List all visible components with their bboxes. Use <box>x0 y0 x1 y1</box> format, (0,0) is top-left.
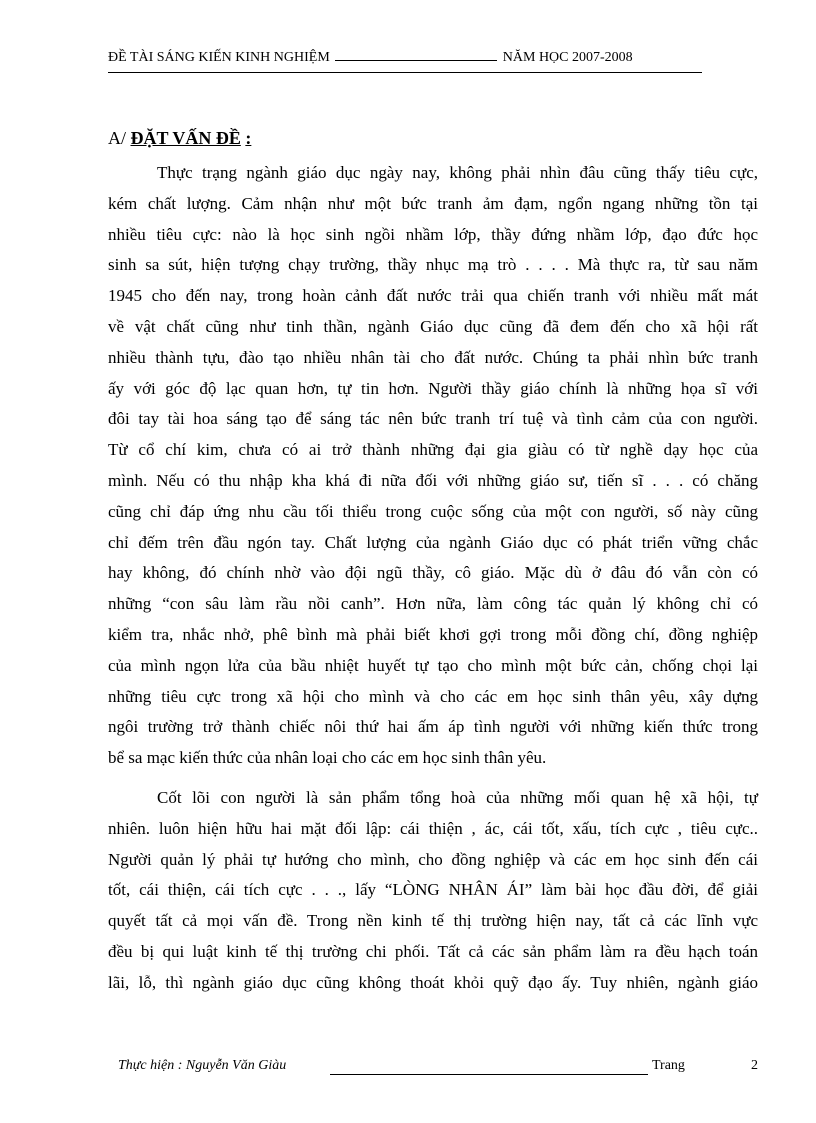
body-text <box>108 158 758 999</box>
text-line: sinh sa sút, hiện tượng chạy trường, thầy nhục mạ trò . . . . Mà thực ra, từ sau năm <box>108 255 758 275</box>
section-suffix: : <box>245 128 252 148</box>
text-line: kiểm tra, nhắc nhở, phê bình mà phải biết khơi gợi trong mỗi đồng chí, đồng nghiệp <box>108 624 758 644</box>
text-line: những “con sâu làm rầu nồi canh”. Hơn nữa, làm công tác quản lý không chỉ có <box>108 594 758 614</box>
paragraph-1 <box>108 158 758 774</box>
text-line: ngôi trường trở thành chiếc nôi thứ hai ấm áp tình người với những kiến thức trong <box>108 717 758 737</box>
header-school-year: NĂM HỌC 2007-2008 <box>502 50 633 65</box>
text-line: nhiên. luôn hiện hữu hai mặt đối lập: cái thiện , ác, cái tốt, xấu, tích cực , tiêu cực.. <box>108 818 758 838</box>
text-line: Người quản lý phải tự hướng cho mình, cho đồng nghiệp và các em học sinh đến cái <box>108 849 758 869</box>
text-line: chỉ đếm trên đầu ngón tay. Chất lượng của ngành Giáo dục có phát triển vững chắc <box>108 532 758 552</box>
text-line: cũng chỉ đáp ứng nhu cầu tối thiểu trong cuộc sống của một con người, số này cũng <box>108 501 758 521</box>
paragraph-2 <box>108 783 758 999</box>
page-header <box>108 50 702 66</box>
footer-page-label: Trang <box>652 1058 685 1073</box>
text-line: đều bị qui luật kinh tế thị trường chi phối. Tất cả các sản phẩm làm ra đều hạch toán <box>108 941 758 961</box>
text-line: mình. Nếu có thu nhập kha khá đi nữa đối với những giáo sư, tiến sĩ . . . có chăng <box>108 470 758 490</box>
page-footer <box>118 1058 758 1074</box>
text-line: những tiêu cực trong xã hội cho mình và cho các em học sinh thân yêu, xây dựng <box>108 686 758 706</box>
text-line: 1945 cho đến nay, trong hoàn cảnh đất nước trải qua chiến tranh với nhiều mất mát <box>108 286 758 306</box>
text-line: Từ cổ chí kim, chưa có ai trở thành những đại gia giàu có từ nghề dạy học của <box>108 440 758 460</box>
footer-author: Thực hiện : Nguyễn Văn Giàu <box>118 1058 287 1073</box>
text-line: lãi, lỗ, thì ngành giáo dục cũng không thoát khỏi quỹ đạo ấy. Tuy nhiên, ngành giáo <box>108 972 758 992</box>
header-title: ĐỀ TÀI SÁNG KIẾN KINH NGHIỆM <box>108 50 330 65</box>
text-line: hay không, đó chính nhờ vào đội ngũ thầy, cô giáo. Mặc dù ở đâu đó vẫn còn có <box>108 563 758 583</box>
text-line: bể sa mạc kiến thức của nhân loại cho các em học sinh thân yêu. <box>108 748 547 768</box>
text-line: tốt, cái thiện, cái tích cực . . ., lấy “LÒNG NHÂN ÁI” làm bài học đầu đời, để giải <box>108 880 758 900</box>
text-line: đôi tay tài hoa sáng tạo để sáng tác nên bức tranh trí tuệ và tình cảm của con người. <box>108 409 758 429</box>
section-prefix: A/ <box>108 128 126 148</box>
text-line: Thực trạng ngành giáo dục ngày nay, không phải nhìn đâu cũng thấy tiêu cực, <box>157 163 758 182</box>
footer-rule <box>330 1074 648 1075</box>
text-line: kém chất lượng. Cảm nhận như một bức tranh ảm đạm, ngổn ngang những tồn tại <box>108 193 758 213</box>
section-heading <box>108 128 251 149</box>
text-line: nhiều thành tựu, đào tạo nhiều nhân tài cho đất nước. Chúng ta phải nhìn bức tranh <box>108 347 758 367</box>
text-line: nhiều tiêu cực: nào là học sinh ngồi nhầm lớp, thầy đứng nhầm lớp, đạo đức học <box>108 224 758 244</box>
text-line: quyết tất cả mọi vấn đề. Trong nền kinh tế thị trường hiện nay, tất cả các lĩnh vực <box>108 911 758 931</box>
text-line: của mình ngọn lửa của bầu nhiệt huyết tự tạo cho mình một bức cản, chống chọi lại <box>108 655 758 675</box>
header-rule <box>108 72 702 73</box>
footer-page-number: 2 <box>751 1058 758 1073</box>
text-line: Cốt lõi con người là sản phẩm tổng hoà của những mối quan hệ xã hội, tự <box>157 787 758 807</box>
section-title: ĐẶT VẤN ĐỀ <box>130 128 241 148</box>
header-underline <box>335 59 497 61</box>
text-line: ấy với góc độ lạc quan hơn, tự tin hơn. Người thầy giáo chính là những họa sĩ với <box>108 378 758 398</box>
text-line: về vật chất cũng như tinh thần, ngành Giáo dục cũng đã đem đến cho xã hội rất <box>108 316 758 336</box>
